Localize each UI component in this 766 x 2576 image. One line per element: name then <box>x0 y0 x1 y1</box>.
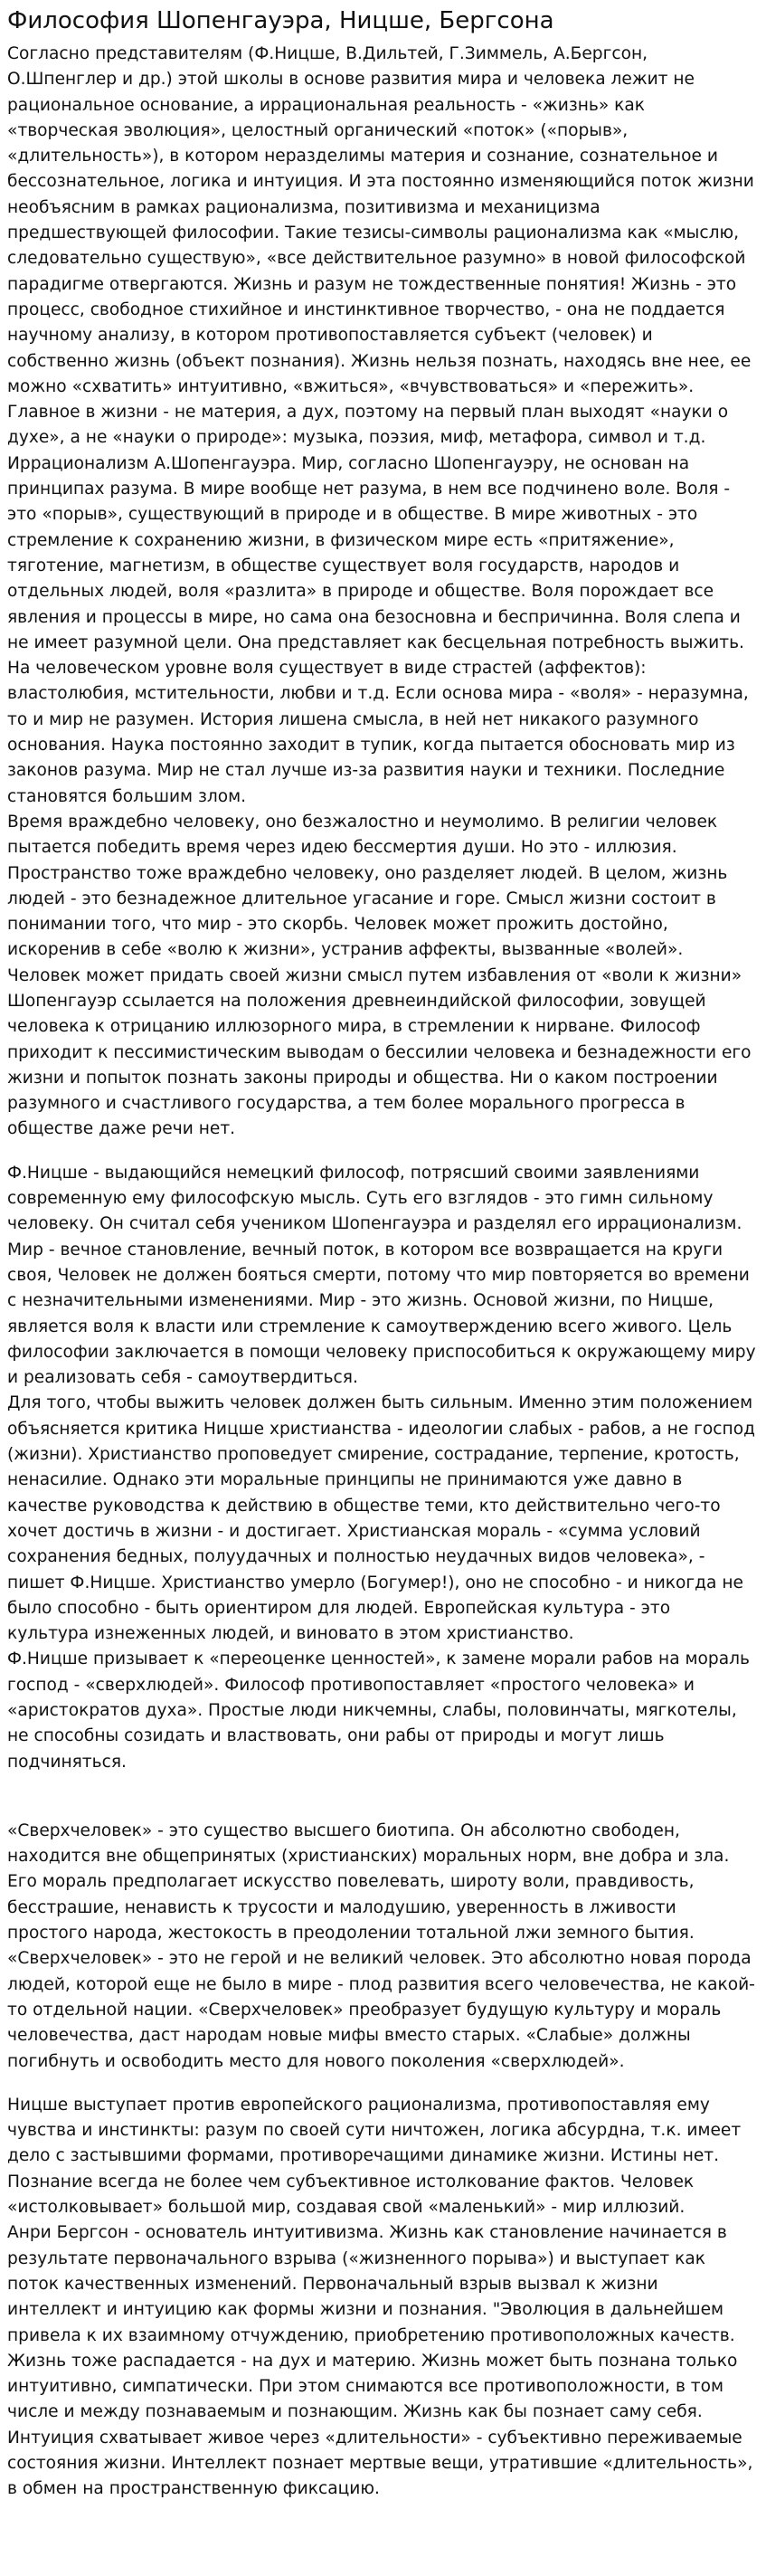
paragraph-bergson: Ницше выступает против европейского рационализма, противопоставляя ему чувства и инстинкты: разум по своей сути ничтожен, логика абсурдна, т.к. имеет дело с застывшими формами, противоречащими динамике жизни. Истины нет. Познание всегда не более чем субъективное истолкование фактов. Человек «истолковывает» большой мир, создавая свой «маленький» - мир иллюзий. Анри Бергсон - основатель интуитивизма. Жизнь как становление начинается в результате первоначального взрыва («жизненного порыва») и выступает как поток качественных изменений. Первоначальный взрыв вызвал к жизни интеллект и интуицию как формы жизни и познания. "Эволюция в дальнейшем привела к их взаимному отчуждению, приобретению противоположных качеств. Жизнь тоже распадается - на дух и материю. Жизнь может быть познана только интуитивно, симпатически. При этом снимаются все противоположности, в том числе и между познаваемым и познающим. Жизнь как бы познает саму себя. Интуиция схватывает живое через «длительности» - субъективно переживаемые состояния жизни. Интеллект познает мертвые вещи, утратившие «длительность», в обмен на пространственную фиксацию. <box>7 2095 753 2499</box>
paragraph-superman: «Сверхчеловек» - это существо высшего биотипа. Он абсолютно свободен, находится вне общепринятых (христианских) моральных норм, вне добра и зла. Его мораль предполагает искусство повелевать, широту воли, правдивость, бесстрашие, ненависть к трусости и малодушию, уверенность в лживости простого народа, жестокость в преодолении тотальной лжи земного бытия. «Сверхчеловек» - это не герой и не великий человек. Это абсолютно новая порода людей, которой еще не было в мире - плод развития всего человечества, не какой-то отдельной нации. «Сверхчеловек» преобразует будущую культуру и мораль человечества, даст народам новые мифы вместо старых. «Слабые» должны погибнуть и освободить место для нового поколения «сверхлюдей». <box>7 1820 755 2071</box>
page-title: Философия Шопенгауэра, Ницше, Бергсона <box>7 7 554 34</box>
paragraph-nietzsche: Ф.Ницше - выдающийся немецкий философ, потрясший своими заявлениями современную ему философскую мысль. Суть его взглядов - это гимн сильному человеку. Он считал себя учеником Шопенгауэра и разделял его иррационализм. Мир - вечное становление, вечный поток, в котором все возвращается на круги своя, Человек не должен бояться смерти, потому что мир повторяется во времени с незначительными изменениями. Мир - это жизнь. Основой жизни, по Ницше, является воля к власти или стремление к самоутверждению всего живого. Цель философии заключается в помощи человеку приспособиться к окружающему миру и реализовать себя - самоутвердиться. Для того, чтобы выжить человек должен быть сильным. Именно этим положением объясняется критика Ницше христианства - идеологии слабых - рабов, а не господ (жизни). Христианство проповедует смирение, сострадание, терпение, кротость, ненасилие. Однако эти моральные принципы не принимаются уже давно в качестве руководства к действию в обществе теми, кто действительно чего-то хочет достичь в жизни - и достигает. Христианская мораль - «сумма условий сохранения бедных, полуудачных и полностью неудачных видов человека», - пишет Ф.Ницше. Христианство умерло (Богумер!), оно не способно - и никогда не было способно - быть ориентиром для людей. Европейская культура - это культура изнеженных людей, и виновато в этом христианство. Ф.Ницше призывает к «переоценке ценностей», к замене морали рабов на мораль господ - «сверхлюдей». Философ противопоставляет «простого человека» и «аристократов духа». Простые люди никчемны, слабы, половинчаты, мягкотелы, не способны созидать и властвовать, они рабы от природы и могут лишь подчиняться. <box>7 1163 756 1772</box>
paragraph-intro-schopenhauer: Согласно представителям (Ф.Ницше, В.Дильтей, Г.Зиммель, А.Бергсон, О.Шпенглер и др.) этой школы в основе развития мира и человека лежит не рациональное основание, а иррациональная реальность - «жизнь» как «творческая эволюция», целостный органический «поток» («порыв», «длительность»), в котором неразделимы материя и сознание, сознательное и бессознательное, логика и интуиция. И эта постоянно изменяющийся поток жизни необъясним в рамках рационализма, позитивизма и механицизма предшествующей философии. Такие тезисы-символы рационализма как «мыслю, следовательно существую», «все действительное разумно» в новой философской парадигме отвергаются. Жизнь и разум не тождественные понятия! Жизнь - это процесс, свободное стихийное и инстинктивное творчество, - она не поддается научному анализу, в котором противопоставляется субъект (человек) и собственно жизнь (объект познания). Жизнь нельзя познать, находясь вне нее, ее можно «схватить» интуитивно, «вжиться», «вчувствоваться» и «пережить». Главное в жизни - не материя, а дух, поэтому на первый план выходят «науки о духе», а не «науки о природе»: музыка, поэзия, миф, метафора, символ и т.д. Иррационализм А.Шопенгауэра. Мир, согласно Шопенгауэру, не основан на принципах разума. В мире вообще нет разума, в нем все подчинено воле. Воля - это «порыв», существующий в природе и в обществе. В мире животных - это стремление к сохранению жизни, в физическом мире есть «притяжение», тяготение, магнетизм, в обществе существует воля государств, народов и отдельных людей, воля «разлита» в природе и обществе. Воля порождает все явления и процессы в мире, но сама она безосновна и беспричинна. Воля слепа и не имеет разумной цели. Она представляет как бесцельная потребность выжить. На человеческом уровне воля существует в виде страстей (аффектов): властолюбия, мстительности, любви и т.д. Если основа мира - «воля» - неразумна, то и мир не разумен. История лишена смысла, в ней нет никакого разумного основания. Наука постоянно заходит в тупик, когда пытается обосновать мир из законов разума. Мир не стал лучше из-за развития науки и техники. Последние становятся большим злом. Время враждебно человеку, оно безжалостно и неумолимо. В религии человек пытается победить время через идею бессмертия души. Но это - иллюзия. Пространство тоже враждебно человеку, оно разделяет людей. В целом, жизнь людей - это безнадежное длительное угасание и горе. Смысл жизни состоит в понимании того, что мир - это скорбь. Человек может прожить достойно, искоренив в себе «волю к жизни», устранив аффекты, вызванные «волей». Человек может придать своей жизни смысл путем избавления от «воли к жизни» Шопенгауэр ссылается на положения древнеиндийской философии, зовущей человека к отрицанию иллюзорного мира, в стремлении к нирване. Философ приходит к пессимистическим выводам о бессилии человека и безнадежности его жизни и попыток познать законы природы и общества. Ни о каком построении разумного и счастливого государства, а тем более морального прогресса в обществе даже речи нет. <box>7 44 754 1139</box>
